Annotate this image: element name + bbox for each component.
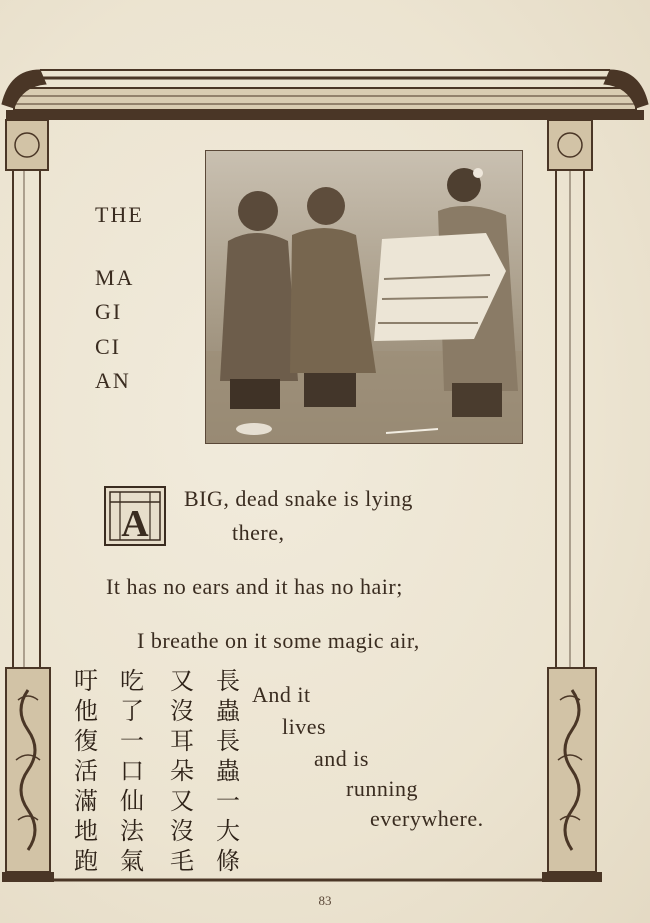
left-pillar (2, 120, 54, 882)
verse-line-4d: running (346, 776, 418, 801)
chinese-column-2: 又沒耳朵又沒毛 (170, 667, 194, 875)
title-syllable-ci: CI (95, 334, 121, 359)
page-number: 83 (318, 893, 332, 908)
dropcap-ornament (104, 486, 166, 546)
title-syllable-ma: MA (95, 265, 135, 290)
roof-beam-ornament (2, 70, 648, 120)
right-pillar (542, 120, 602, 882)
title-syllable-an: AN (95, 368, 131, 393)
verse-line-1a: BIG, dead snake is lying (184, 486, 413, 511)
verse-line-4a: And it (252, 682, 311, 707)
verse-line-2: It has no ears and it has no hair; (106, 574, 403, 599)
title-word-the: THE (95, 202, 144, 227)
chinese-column-3: 吃了一口仙法氣 (120, 667, 144, 875)
title-syllable-gi: GI (95, 299, 123, 324)
verse-line-4e: everywhere. (370, 806, 484, 831)
dropcap-letter: A (121, 503, 149, 545)
verse-line-4c: and is (314, 746, 369, 771)
verse-line-1b: there, (232, 520, 285, 545)
chinese-column-4: 吁他復活滿地跑 (74, 667, 98, 875)
verse-line-3: I breathe on it some magic air, (137, 628, 420, 653)
chinese-column-1: 長蟲長蟲一大條 (216, 667, 240, 875)
verse-line-4b: lives (282, 714, 327, 739)
photograph-three-children (205, 150, 523, 444)
